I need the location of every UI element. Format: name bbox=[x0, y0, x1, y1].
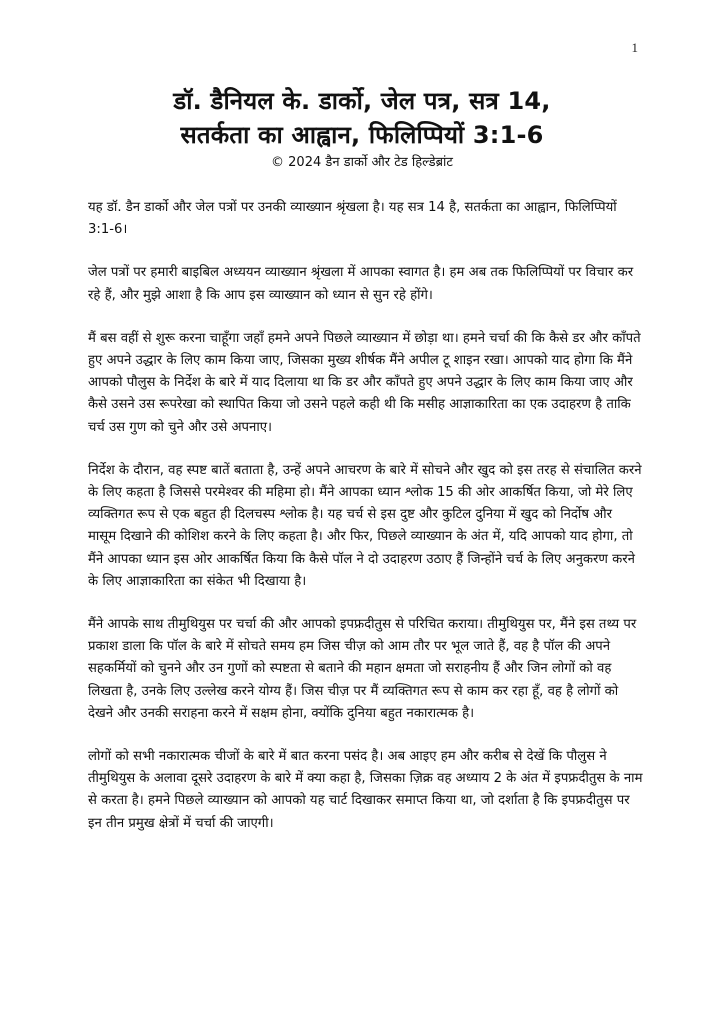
paragraph: मैंने आपके साथ तीमुथियुस पर चर्चा की और आपको इपफ्रदीतुस से परिचित कराया। तीमुथियुस पर, मैंने इस तथ्य पर प्रकाश डाला कि पॉल के बारे में सोचते समय हम जिस चीज़ को आम तौर पर भूल जाते हैं, वह है पॉल की अपने सहकर्मियों को चुनने और उन गुणों को स्पष्टता से बताने की महान क्षमता जो सराहनीय हैं और जिन लोगों को वह लिखता है, उनके लिए उल्लेख करने योग्य हैं। जिस चीज़ पर मैं व्यक्तिगत रूप से काम कर रहा हूँ, वह है लोगों को देखने और उनकी सराहना करने में सक्षम होना, क्योंकि दुनिया बहुत नकारात्मक है। bbox=[88, 617, 637, 721]
document-body bbox=[88, 197, 643, 856]
page-title-line-1: डॉ. डैनियल के. डार्को, जेल पत्र, सत्र 14, bbox=[173, 87, 551, 115]
paragraph: यह डॉ. डैन डार्को और जेल पत्रों पर उनकी व्याख्यान श्रृंखला है। यह सत्र 14 है, सतर्कता का आह्वान, फिलिप्पियों 3:1-6। bbox=[88, 200, 617, 238]
paragraph: लोगों को सभी नकारात्मक चीजों के बारे में बात करना पसंद है। अब आइए हम और करीब से देखें कि पौलुस ने तीमुथियुस के अलावा दूसरे उदाहरण के बारे में क्या कहा है, जिसका ज़िक्र वह अध्याय 2 के अंत में इपफ्रदीतुस के नाम से करता है। हमने पिछले व्याख्यान को आपको यह चार्ट दिखाकर समाप्त किया था, जो दर्शाता है कि इपफ्रदीतुस पर इन तीन प्रमुख क्षेत्रों में चर्चा की जाएगी। bbox=[88, 749, 643, 831]
paragraph: मैं बस वहीं से शुरू करना चाहूँगा जहाँ हमने अपने पिछले व्याख्यान में छोड़ा था। हमने चर्चा की कि कैसे डर और काँपते हुए अपने उद्धार के लिए काम किया जाए, जिसका मुख्य शीर्षक मैंने अपील टू शाइन रखा। आपको याद होगा कि मैंने आपको पौलुस के निर्देश के बारे में याद दिलाया था कि डर और काँपते हुए अपने उद्धार के लिए काम किया जाए और कैसे उसने उस रूपरेखा को स्थापित किया जो उसने पहले कही थी कि मसीह आज्ञाकारिता का एक उदाहरण है ताकि चर्च उस गुण को चुने और उसे अपनाए। bbox=[88, 330, 641, 435]
title-block bbox=[0, 84, 724, 172]
paragraph: जेल पत्रों पर हमारी बाइबिल अध्ययन व्याख्यान श्रृंखला में आपका स्वागत है। हम अब तक फिलिप्पियों पर विचार कर रहे हैं, और मुझे आशा है कि आप इस व्याख्यान को ध्यान से सुन रहे होंगे। bbox=[88, 265, 634, 303]
page-title-line-2: सतर्कता का आह्वान, फिलिप्पियों 3:1-6 bbox=[180, 121, 544, 149]
page-number: 1 bbox=[631, 40, 638, 55]
copyright-notice: © 2024 डैन डार्को और टेड हिल्डेब्रांट bbox=[271, 155, 453, 170]
paragraph: निर्देश के दौरान, वह स्पष्ट बातें बताता है, उन्हें अपने आचरण के बारे में सोचने और खुद को इस तरह से संचालित करने के लिए कहता है जिससे परमेश्वर की महिमा हो। मैंने आपका ध्यान श्लोक 15 की ओर आकर्षित किया, जो मेरे लिए व्यक्तिगत रूप से एक बहुत ही दिलचस्प श्लोक है। यह चर्च से इस दुष्ट और कुटिल दुनिया में खुद को निर्दोष और मासूम दिखाने की कोशिश करने के लिए कहता है। और फिर, पिछले व्याख्यान के अंत में, यदि आपको याद होगा, तो मैंने आपका ध्यान इस ओर आकर्षित किया कि कैसे पॉल ने दो उदाहरण उठाए हैं जिन्होंने चर्च के लिए अनुकरण करने के लिए आज्ञाकारिता का संकेत भी दिखाया है। bbox=[88, 462, 642, 589]
